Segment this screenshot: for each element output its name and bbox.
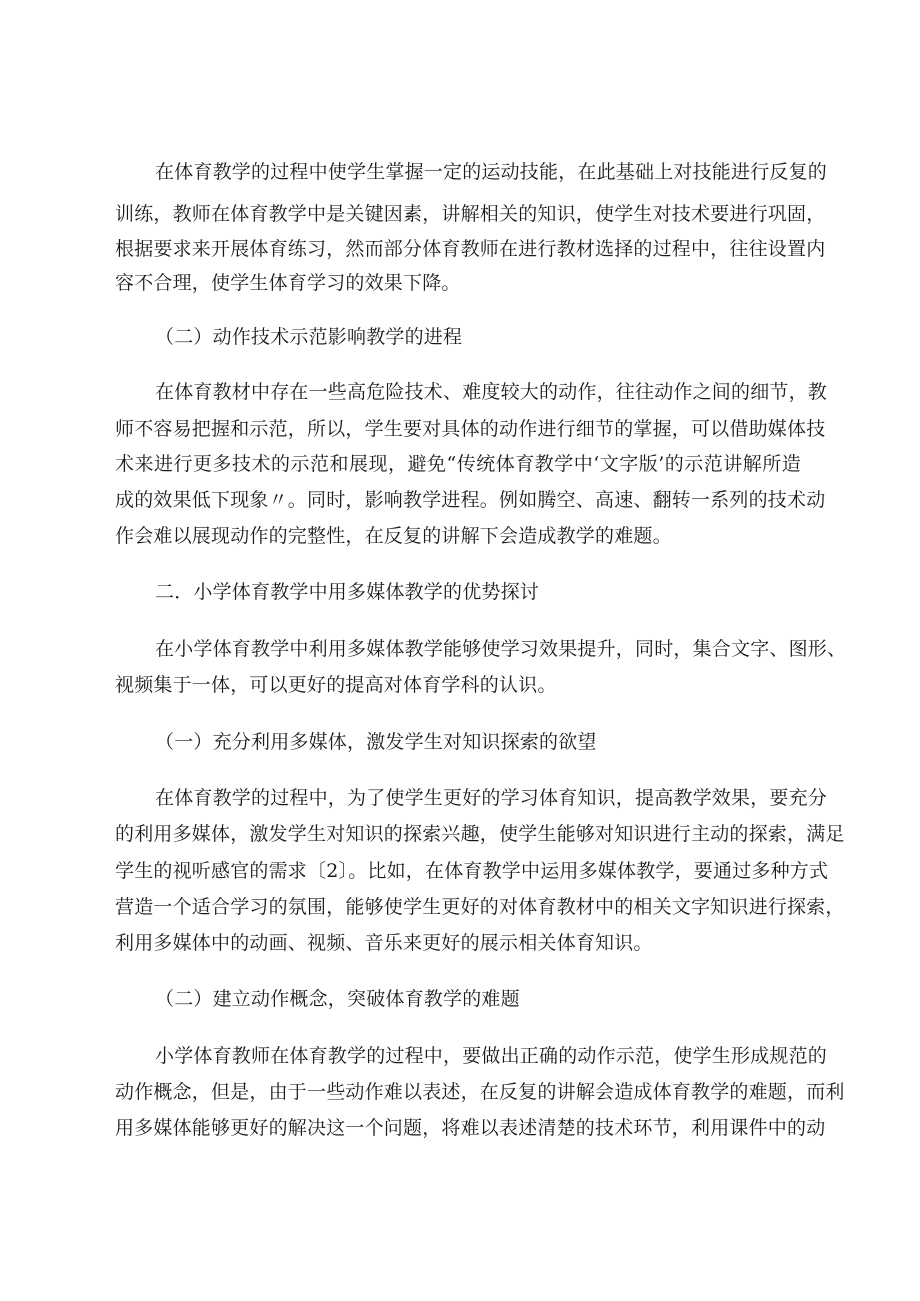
section-heading: （二）动作技术示范影响教学的进程 (155, 326, 463, 348)
section-heading: （一）充分利用多媒体，激发学生对知识探索的欲望 (155, 731, 597, 753)
section-heading: （二）建立动作概念，突破体育教学的难题 (155, 988, 520, 1010)
paragraph-line: 成的效果低下现象〃。同时，影响教学进程。例如腾空、高速、翻转一系列的技术动 (115, 489, 826, 511)
paragraph-line: 训练，教师在体育教学中是关键因素，讲解相关的知识，使学生对技术要进行巩固， (115, 203, 826, 225)
paragraph-line: 的利用多媒体，激发学生对知识的探索兴趣，使学生能够对知识进行主动的探索，满足 (115, 823, 845, 845)
paragraph-line: 小学体育教师在体育教学的过程中，要做出正确的动作示范，使学生形成规范的 (155, 1045, 828, 1067)
paragraph-line: 动作概念，但是，由于一些动作难以表述，在反复的讲解会造成体育教学的难题，而利 (115, 1081, 845, 1103)
paragraph-line: 作会难以展现动作的完整性，在反复的讲解下会造成教学的难题。 (115, 525, 672, 547)
paragraph-line: 视频集于一体，可以更好的提高对体育学科的认识。 (115, 674, 557, 696)
paragraph-line: 营造一个适合学习的氛围，能够使学生更好的对体育教材中的相关文字知识进行探索， (115, 896, 845, 918)
paragraph-line: 术来进行更多技术的示范和展现，避免“传统体育教学中‘文字版’的示范讲解所造 (115, 453, 801, 475)
paragraph-line: 根据要求来开展体育练习，然而部分体育教师在进行教材选择的过程中，往往设置内 (115, 238, 826, 260)
paragraph-line: 在体育教学的过程中使学生掌握一定的运动技能，在此基础上对技能进行反复的 (155, 161, 828, 183)
paragraph-line: 在体育教材中存在一些高危险技术、难度较大的动作，往往动作之间的细节，教 (155, 381, 828, 403)
paragraph-line: 利用多媒体中的动画、视频、音乐来更好的展示相关体育知识。 (115, 932, 653, 954)
paragraph-line: 学生的视听感官的需求〔2〕。比如，在体育教学中运用多媒体教学，要通过多种方式 (115, 860, 829, 882)
paragraph-line: 用多媒体能够更好的解决这一个问题，将难以表述清楚的技术环节，利用课件中的动 (115, 1117, 826, 1139)
paragraph-line: 容不合理，使学生体育学习的效果下降。 (115, 272, 461, 294)
paragraph-line: 在体育教学的过程中，为了使学生更好的学习体育知识，提高教学效果，要充分 (155, 787, 828, 809)
paragraph-line: 师不容易把握和示范，所以，学生要对具体的动作进行细节的掌握，可以借助媒体技 (115, 418, 826, 440)
paragraph-line: 在小学体育教学中利用多媒体教学能够使学习效果提升，同时，集合文字、图形、 (155, 638, 847, 660)
section-heading: 二．小学体育教学中用多媒体教学的优势探讨 (155, 581, 540, 603)
